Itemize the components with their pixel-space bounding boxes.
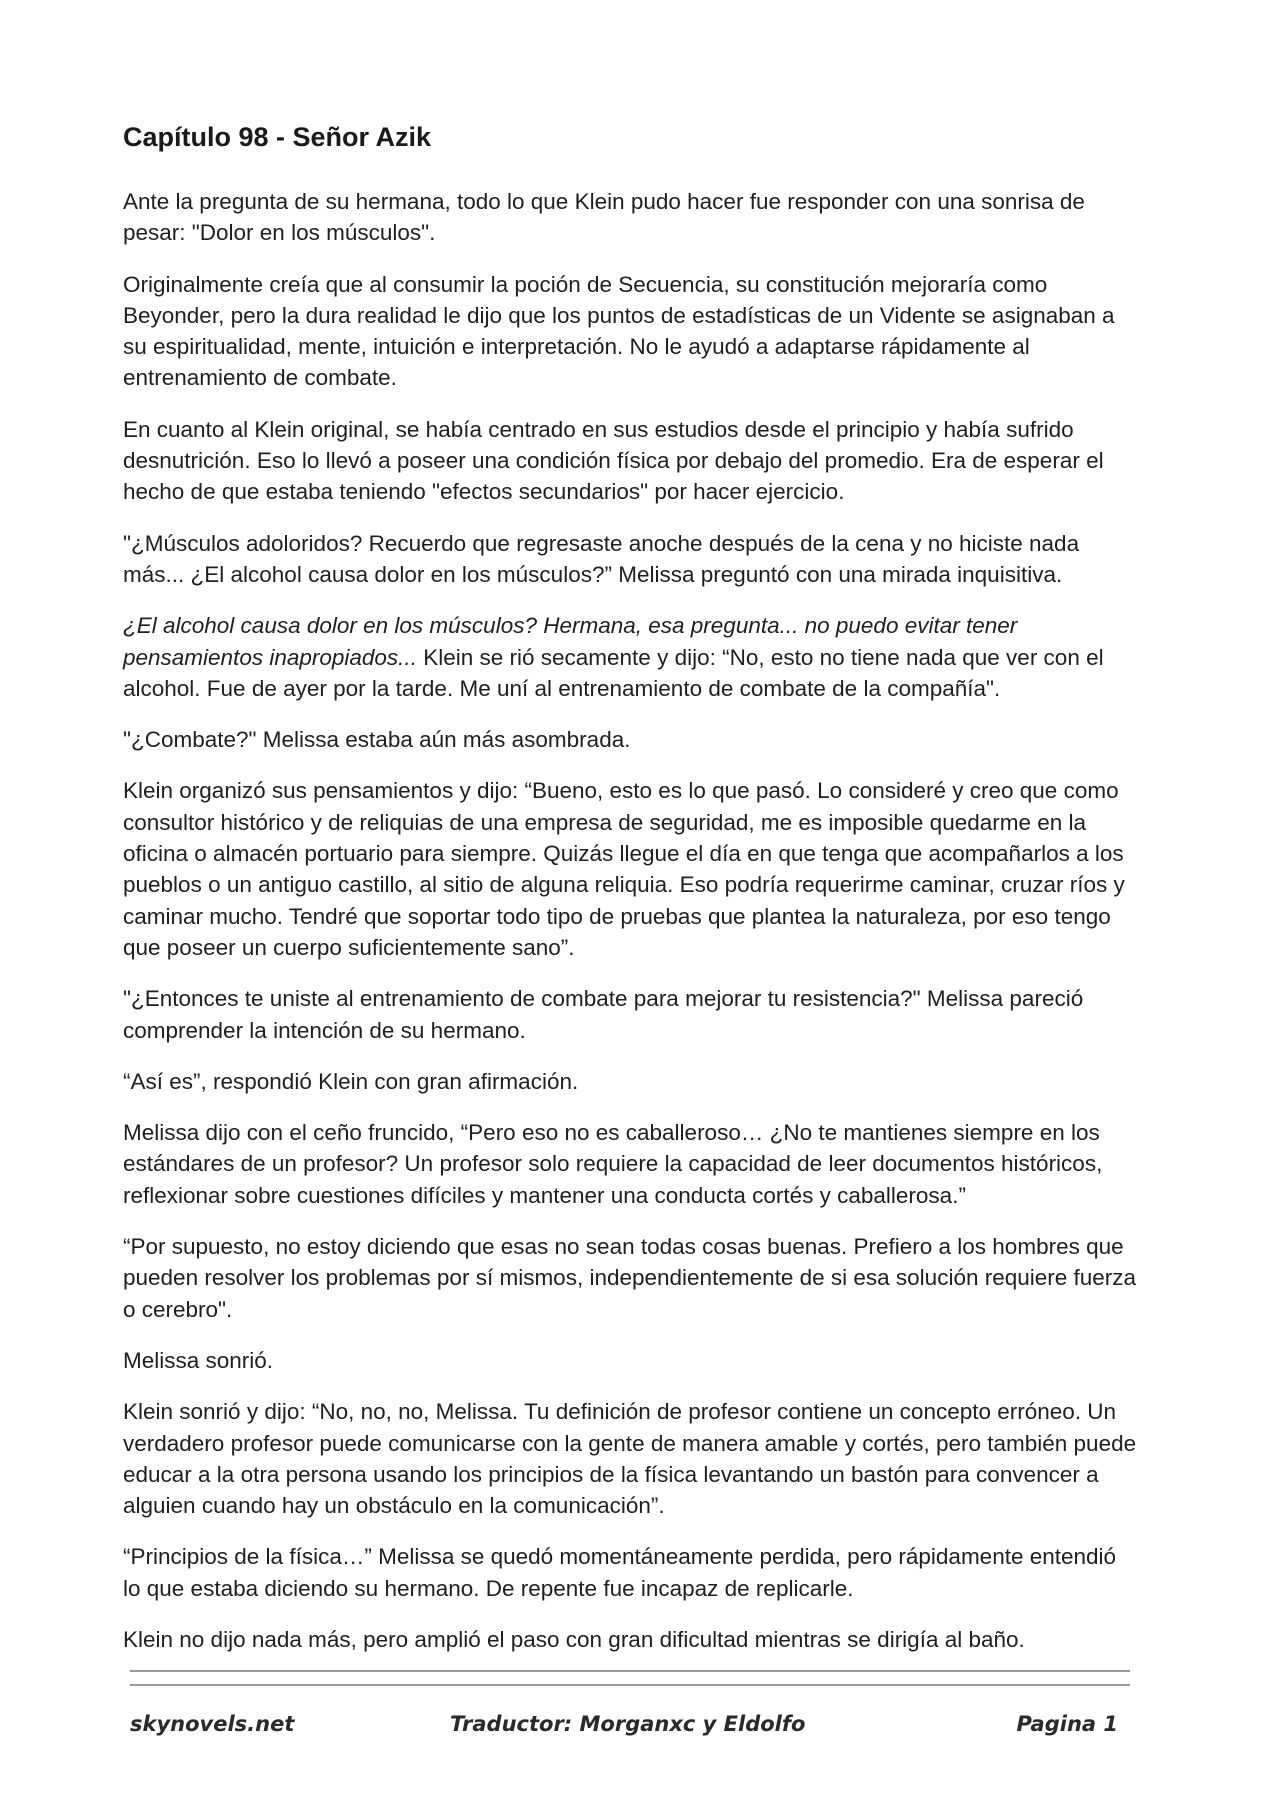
paragraph-italic-thought: ¿El alcohol causa dolor en los músculos? Hermana, esa pregunta... no puedo evitar tener pensamientos inapropiados... (123, 613, 1018, 670)
paragraph (123, 1117, 1138, 1211)
paragraph-text: Originalmente creía que al consumir la poción de Secuencia, su constitución mejoraría como Beyonder, pero la dura realidad le dijo que los puntos de estadísticas de un Vidente se asignaban a su espiritualidad, mente, intuición e interpretación. No le ayudó a adaptarse rápidamente al entrenamiento de combate. (123, 271, 1115, 391)
paragraph-text: Melissa dijo con el ceño fruncido, “Pero eso no es caballeroso… ¿No te mantienes siempre en los estándares de un profesor? Un profesor solo requiere la capacidad de leer documentos históricos, reflexionar sobre cuestiones difíciles y mantener una conducta cortés y caballerosa.” (123, 1120, 1103, 1208)
paragraph (123, 1396, 1138, 1521)
paragraph-text: Klein no dijo nada más, pero amplió el paso con gran dificultad mientras se dirigía al baño. (123, 1626, 1025, 1652)
paragraph-text: En cuanto al Klein original, se había centrado en sus estudios desde el principio y había sufrido desnutrición. Eso lo llevó a poseer una condición física por debajo del promedio. Era de esperar el hecho de que estaba teniendo "efectos secundarios" por hacer ejercicio. (123, 416, 1104, 505)
paragraph (123, 414, 1138, 508)
paragraph (123, 724, 1138, 755)
paragraph (123, 775, 1138, 963)
paragraph (123, 186, 1138, 249)
paragraph-text: "¿Combate?" Melissa estaba aún más asombrada. (123, 727, 631, 753)
paragraph-text: Klein sonrió y dijo: “No, no, no, Melissa. Tu definición de profesor contiene un concepto erróneo. Un verdadero profesor puede comunicarse con la gente de manera amable y cortés, pero también puede educar a la otra persona usando los principios de la física levantando un bastón para convencer a alguien cuando hay un obstáculo en la comunicación”. (123, 1399, 1137, 1519)
page-footer (130, 1712, 1130, 1742)
paragraph (123, 1345, 1138, 1376)
paragraph-text: Klein se rió secamente y dijo: “No, esto no tiene nada que ver con el alcohol. Fue de ayer por la tarde. Me uní al entrenamiento de combate de la compañía". (123, 644, 1104, 701)
paragraph-text: Melissa sonrió. (123, 1347, 274, 1373)
paragraph (123, 1066, 1138, 1097)
paragraph (123, 1231, 1138, 1325)
paragraph (123, 610, 1138, 704)
footer-translator: Traductor: Morganxc y Eldolfo (450, 1712, 806, 1736)
paragraph-text: "¿Entonces te uniste al entrenamiento de combate para mejorar tu resistencia?" Melissa pareció comprender la intención de su hermano. (123, 986, 1084, 1043)
paragraph-text: “Así es”, respondió Klein con gran afirmación. (123, 1068, 579, 1094)
chapter-title: Capítulo 98 - Señor Azik (123, 122, 432, 152)
paragraph-text: “Por supuesto, no estoy diciendo que esas no sean todas cosas buenas. Prefiero a los hombres que pueden resolver los problemas por sí mismos, independientemente de si esa solución requiere fuerza o cerebro". (123, 1234, 1137, 1322)
footer-site-name: skynovels.net (130, 1712, 295, 1736)
paragraph-text: “Principios de la física…” Melissa se quedó momentáneamente perdida, pero rápidamente entendió lo que estaba diciendo su hermano. De repente fue incapaz de replicarle. (123, 1544, 1117, 1601)
footer-page-number: Pagina 1 (1016, 1712, 1118, 1736)
footer-divider-top (130, 1670, 1130, 1672)
paragraph (123, 269, 1138, 394)
paragraph-text: "¿Músculos adoloridos? Recuerdo que regresaste anoche después de la cena y no hiciste nada más... ¿El alcohol causa dolor en los músculos?” Melissa preguntó con una mirada inquisitiva. (123, 530, 1080, 587)
paragraph (123, 1541, 1138, 1604)
paragraph-text: Ante la pregunta de su hermana, todo lo que Klein pudo hacer fue responder con una sonrisa de pesar: "Dolor en los músculos". (123, 189, 1085, 246)
paragraph (123, 528, 1138, 591)
paragraph-text: Klein organizó sus pensamientos y dijo: “Bueno, esto es lo que pasó. Lo consideré y creo que como consultor histórico y de reliquias de una empresa de seguridad, me es imposible quedarme en la oficina o almacén portuario para siempre. Quizás llegue el día en que tenga que acompañarlos a los pueblos o un antiguo castillo, al sitio de alguna reliquia. Eso podría requerirme caminar, cruzar ríos y caminar mucho. Tendré que soportar todo tipo de pruebas que plantea la naturaleza, por eso tengo que poseer un cuerpo suficientemente sano”. (123, 778, 1125, 960)
chapter-body (123, 186, 1138, 1675)
paragraph (123, 1624, 1138, 1655)
paragraph (123, 983, 1138, 1046)
footer-divider-bottom (130, 1684, 1130, 1686)
